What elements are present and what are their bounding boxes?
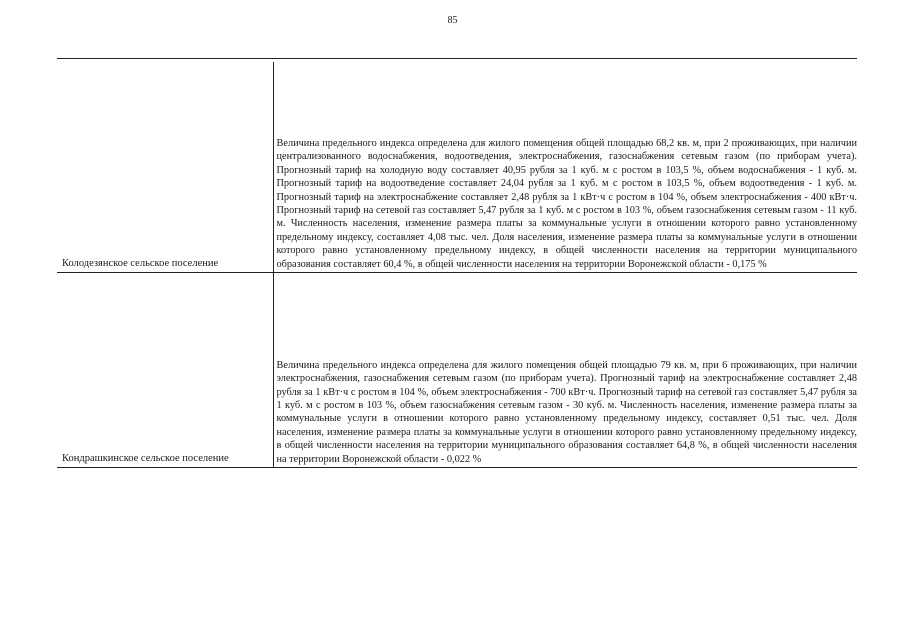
page-number: 85	[447, 15, 458, 26]
settlement-description: Величина предельного индекса определена для жилого помещения общей площадью 68,2 кв. м, при 2 проживающих, при наличии централизованного водоснабжения, водоотведения, электроснабжения, газоснабжения сетевым газом (по приборам учета). Прогнозный тариф на холодную воду составляет 40,95 рубля за 1 куб. м с ростом в 103,5 %, объем водоснабжения - 1 куб. м. Прогнозный тариф на водоотведение составляет 24,04 рубля за 1 куб. м с ростом в 103,5 %, объем водоотведения - 1 куб. м. Прогнозный тариф на электроснабжение составляет 2,48 рубля за 1 кВт·ч с ростом в 104 %, объем электроснабжения - 400 кВт·ч. Прогнозный тариф на сетевой газ составляет 5,47 рубля за 1 куб. м с ростом в 103 %, объем газоснабжения сетевым газом - 11 куб. м. Численность населения, изменение размера платы за коммунальные услуги в отношении которого равно установленному предельному индексу, составляет 4,08 тыс. чел. Доля населения, изменение размера платы за коммунальные услуги в отношении которого равно установленному предельному индексу, в общей численности населения на территории муниципального образования составляет 60,4 %, в общей численности населения на территории Воронежской области - 0,175 %	[273, 62, 857, 273]
settlement-name: Кондрашкинское сельское поселение	[57, 273, 273, 468]
settlements-table	[57, 62, 857, 468]
settlement-name: Колодезянское сельское поселение	[57, 62, 273, 273]
table-row	[57, 273, 857, 468]
settlement-description: Величина предельного индекса определена для жилого помещения общей площадью 79 кв. м, при 6 проживающих, при наличии электроснабжения, газоснабжения сетевым газом (по приборам учета). Прогнозный тариф на электроснабжение составляет 2,48 рубля за 1 кВт·ч с ростом в 104 %, объем электроснабжения - 700 кВт·ч. Прогнозный тариф на сетевой газ составляет 5,47 рубля за 1 куб. м с ростом в 103 %, объем газоснабжения сетевым газом - 30 куб. м. Численность населения, изменение размера платы за коммунальные услуги в отношении которого равно установленному предельному индексу, составляет 0,51 тыс. чел. Доля населения, изменение размера платы за коммунальные услуги в отношении которого равно установленному предельному индексу, в общей численности населения на территории муниципального образования составляет 64,8 %, в общей численности населения на территории Воронежской области - 0,022 %	[273, 273, 857, 468]
table-top-rule	[57, 58, 857, 59]
table-row	[57, 62, 857, 273]
